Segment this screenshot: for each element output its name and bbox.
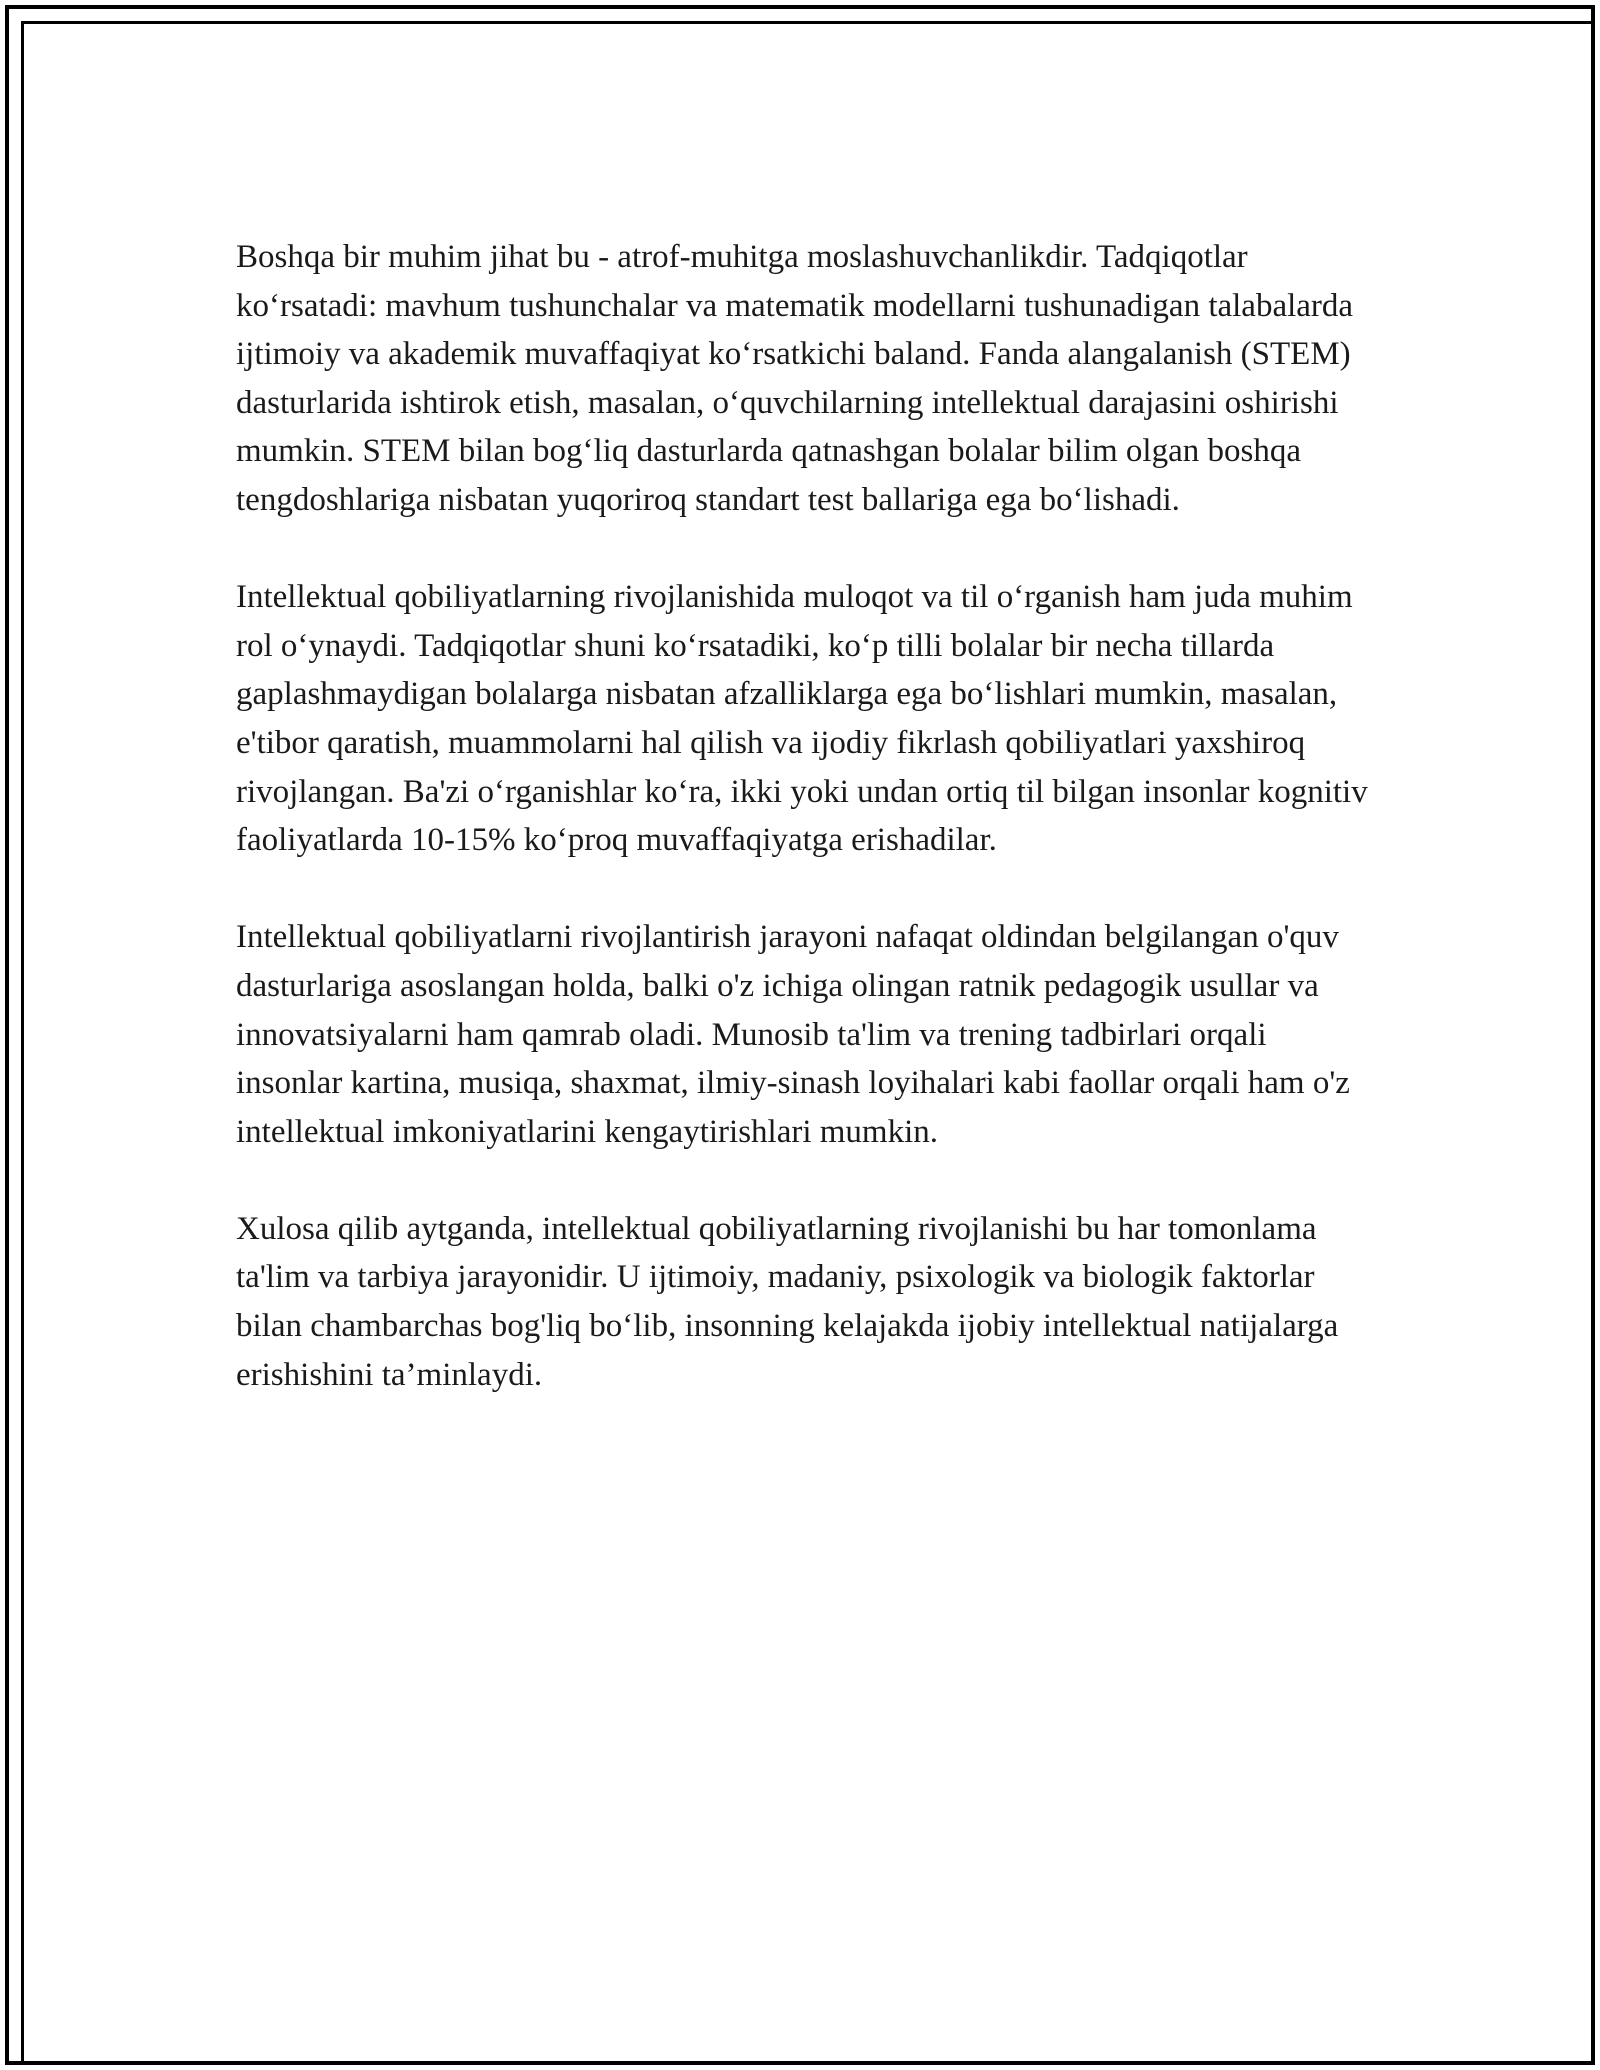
paragraph-development-process: Intellektual qobiliyatlarni rivojlantirish jarayoni nafaqat oldindan belgilangan o'quv dasturlariga asoslangan holda, balki o'z ichiga olingan ratnik pedagogik usullar va innovatsiyalarni ham qamrab oladi. Munosib ta'lim va trening tadbirlari orqali insonlar kartina, musiqa, shaxmat, ilmiy-sinash loyihalari kabi faollar orqali ham o'z intellektual imkoniyatlarini kengaytirishlari mumkin. (236, 919, 1350, 1150)
document-body (236, 233, 1371, 1399)
paragraph-language-learning: Intellektual qobiliyatlarning rivojlanishida muloqot va til o‘rganish ham juda muhim rol o‘ynaydi. Tadqiqotlar shuni ko‘rsatadiki, ko‘p tilli bolalar bir necha tillarda gaplashmaydigan bolalarga nisbatan afzalliklarga ega bo‘lishlari mumkin, masalan, e'tibor qaratish, muammolarni hal qilish va ijodiy fikrlash qobiliyatlari yaxshiroq rivojlangan. Ba'zi o‘rganishlar ko‘ra, ikki yoki undan ortiq til bilgan insonlar kognitiv faoliyatlarda 10-15% ko‘proq muvaffaqiyatga erishadilar. (236, 579, 1368, 859)
paragraph-conclusion: Xulosa qilib aytganda, intellektual qobiliyatlarning rivojlanishi bu har tomonlama ta'lim va tarbiya jarayonidir. U ijtimoiy, madaniy, psixologik va biologik faktorlar bilan chambarchas bog'liq bo‘lib, insonning kelajakda ijobiy intellektual natijalarga erishishini ta’minlaydi. (236, 1210, 1339, 1393)
paragraph-environment-adaptation: Boshqa bir muhim jihat bu - atrof-muhitga moslashuvchanlikdir. Tadqiqotlar ko‘rsatadi: mavhum tushunchalar va matematik modellarni tushunadigan talabalarda ijtimoiy va akademik muvaffaqiyat ko‘rsatkichi baland. Fanda alangalanish (STEM) dasturlarida ishtirok etish, masalan, o‘quvchilarning intellektual darajasini oshirishi mumkin. STEM bilan bog‘liq dasturlarda qatnashgan bolalar bilim olgan boshqa tengdoshlariga nisbatan yuqoriroq standart test ballariga ega bo‘lishadi. (236, 239, 1354, 518)
